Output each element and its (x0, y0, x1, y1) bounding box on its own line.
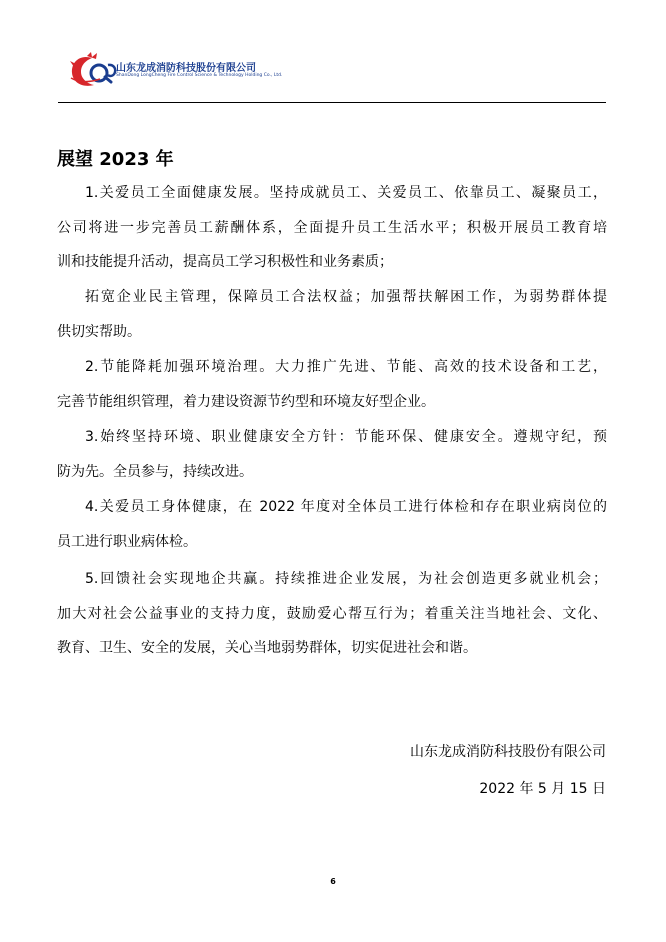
paragraph-line: 完善节能组织管理，着力建设资源节约型和环境友好型企业。 (57, 393, 435, 410)
dragon-logo-icon (68, 52, 118, 90)
signature-company: 山东龙成消防科技股份有限公司 (410, 744, 606, 760)
paragraph-2 (57, 280, 607, 349)
paragraph-line: 训和技能提升活动，提高员工学习积极性和业务素质； (57, 254, 393, 270)
page-header (58, 48, 606, 104)
paragraph-line: 员工进行职业病体检。 (57, 533, 197, 550)
signature-date: 2022 年 5 月 15 日 (479, 781, 606, 797)
paragraph-line: 供切实帮助。 (57, 323, 141, 340)
paragraph-line: 防为先。全员参与，持续改进。 (57, 463, 253, 480)
paragraph-line: 4.关爱员工身体健康，在 2022 年度对全体员工进行体检和存在职业病岗位的 (85, 499, 607, 515)
paragraph-1 (57, 176, 607, 280)
paragraph-line: 1.关爱员工全面健康发展。坚持成就员工、关爱员工、依靠员工、凝聚员工， (85, 185, 607, 201)
paragraph-line: 拓宽企业民主管理，保障员工合法权益；加强帮扶解困工作，为弱势群体提 (85, 289, 607, 305)
header-company-cn: 山东龙成消防科技股份有限公司 (116, 63, 256, 74)
paragraph-3 (57, 350, 607, 419)
header-divider (58, 102, 606, 103)
paragraph-line: 教育、卫生、安全的发展，关心当地弱势群体，切实促进社会和谐。 (57, 640, 477, 656)
paragraph-line: 公司将进一步完善员工薪酬体系，全面提升员工生活水平；积极开展员工教育培 (57, 219, 607, 236)
paragraph-5 (57, 490, 607, 559)
header-company-en: ShanDong LongCheng Fire Control Science & Technology Holding Co., Ltd. (116, 73, 283, 78)
paragraph-4 (57, 420, 607, 489)
paragraph-line: 2.节能降耗加强环境治理。大力推广先进、节能、高效的技术设备和工艺， (85, 359, 607, 375)
paragraph-6 (57, 562, 607, 666)
paragraph-line: 加大对社会公益事业的支持力度，鼓励爱心帮互行为；着重关注当地社会、文化、 (57, 605, 607, 622)
page-title: 展望 2023 年 (57, 149, 174, 170)
paragraph-line: 3.始终坚持环境、职业健康安全方针：节能环保、健康安全。遵规守纪，预 (85, 429, 607, 445)
paragraph-line: 5.回馈社会实现地企共赢。持续推进企业发展，为社会创造更多就业机会； (85, 571, 607, 587)
page-number: 6 (330, 877, 336, 886)
